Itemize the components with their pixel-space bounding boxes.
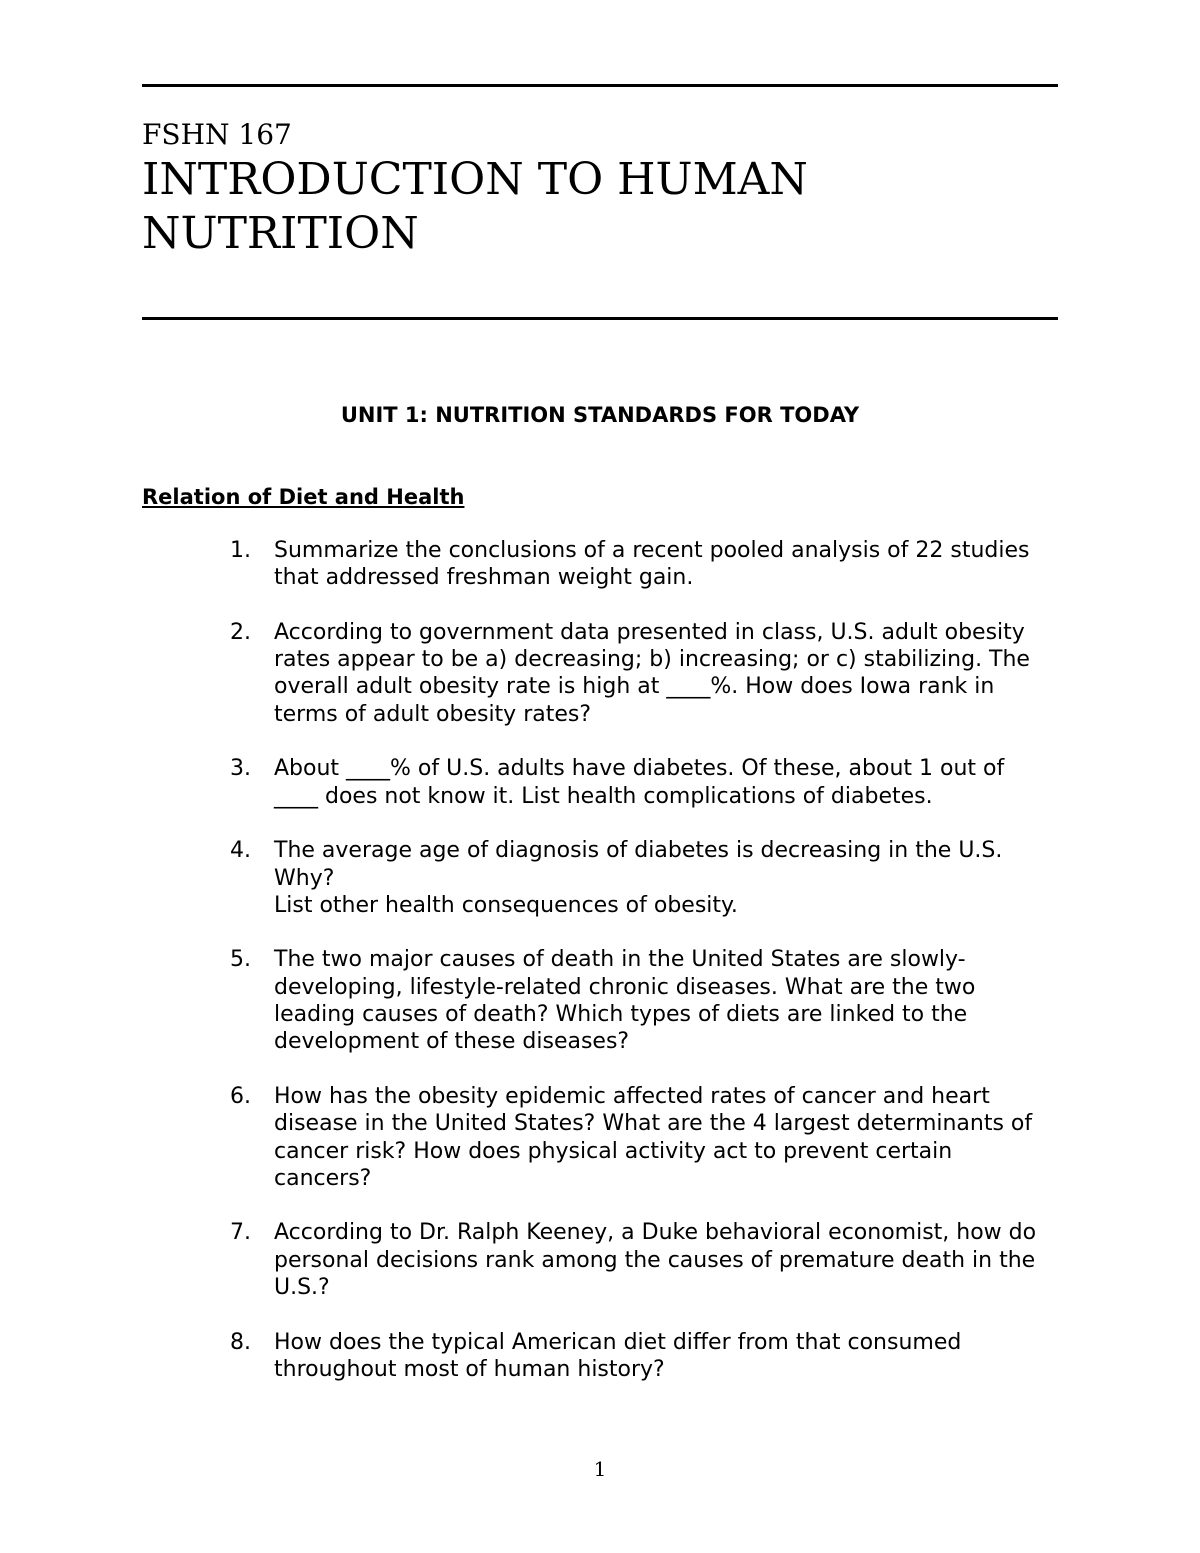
question-list: [0, 537, 1200, 1411]
section-heading: Relation of Diet and Health: [142, 485, 465, 509]
question-item: [0, 1329, 1200, 1384]
question-line: overall adult obesity rate is high at ____%. How does Iowa rank in: [274, 674, 995, 700]
question-line: The average age of diagnosis of diabetes is decreasing in the U.S.: [274, 838, 1003, 864]
question-line: terms of adult obesity rates?: [274, 701, 592, 727]
course-code: FSHN 167: [142, 118, 292, 151]
course-title: INTRODUCTION TO HUMAN NUTRITION: [142, 154, 808, 259]
question-line: The two major causes of death in the United States are slowly-: [274, 947, 966, 973]
question-number: 1.: [230, 538, 251, 563]
question-line: personal decisions rank among the causes of premature death in the: [274, 1247, 1036, 1273]
question-line: that addressed freshman weight gain.: [274, 565, 694, 591]
unit-heading: UNIT 1: NUTRITION STANDARDS FOR TODAY: [340, 403, 860, 427]
question-line: disease in the United States? What are the 4 largest determinants of: [274, 1111, 1033, 1137]
question-number: 2.: [230, 619, 251, 645]
question-number: 6.: [230, 1083, 251, 1109]
question-number: 8.: [230, 1329, 251, 1355]
question-line: U.S.?: [274, 1275, 330, 1301]
question-item: [0, 837, 1200, 919]
question-line: throughout most of human history?: [274, 1356, 665, 1382]
question-line: rates appear to be a) decreasing; b) increasing; or c) stabilizing. The: [274, 647, 1030, 673]
question-item: [0, 946, 1200, 1055]
question-line: About ____% of U.S. adults have diabetes. Of these, about 1 out of: [274, 756, 1005, 782]
question-line: cancers?: [274, 1165, 372, 1191]
question-line: According to government data presented in class, U.S. adult obesity: [274, 619, 1025, 645]
question-item: [0, 755, 1200, 810]
question-line: According to Dr. Ralph Keeney, a Duke behavioral economist, how do: [274, 1220, 1037, 1246]
question-line: Why?: [274, 865, 335, 891]
question-line: How has the obesity epidemic affected rates of cancer and heart: [274, 1083, 990, 1109]
question-number: 7.: [230, 1220, 251, 1246]
question-line: leading causes of death? Which types of diets are linked to the: [274, 1002, 968, 1028]
question-line: How does the typical American diet differ from that consumed: [274, 1329, 962, 1355]
question-number: 5.: [230, 947, 251, 973]
question-item: [0, 619, 1200, 728]
question-line: cancer risk? How does physical activity act to prevent certain: [274, 1138, 953, 1164]
question-item: [0, 1083, 1200, 1192]
question-item: [0, 1219, 1200, 1301]
question-item: [0, 537, 1200, 592]
question-line: ____ does not know it. List health complications of diabetes.: [274, 783, 933, 809]
bottom-rule: [142, 317, 1058, 320]
question-line: development of these diseases?: [274, 1029, 630, 1055]
page-number: 1: [593, 1457, 607, 1481]
question-number: 4.: [230, 838, 251, 864]
question-line: Summarize the conclusions of a recent pooled analysis of 22 studies: [274, 538, 1030, 563]
question-line: List other health consequences of obesity.: [274, 892, 738, 918]
question-number: 3.: [230, 756, 251, 782]
question-line: developing, lifestyle-related chronic diseases. What are the two: [274, 974, 976, 1000]
top-rule: [142, 84, 1058, 87]
